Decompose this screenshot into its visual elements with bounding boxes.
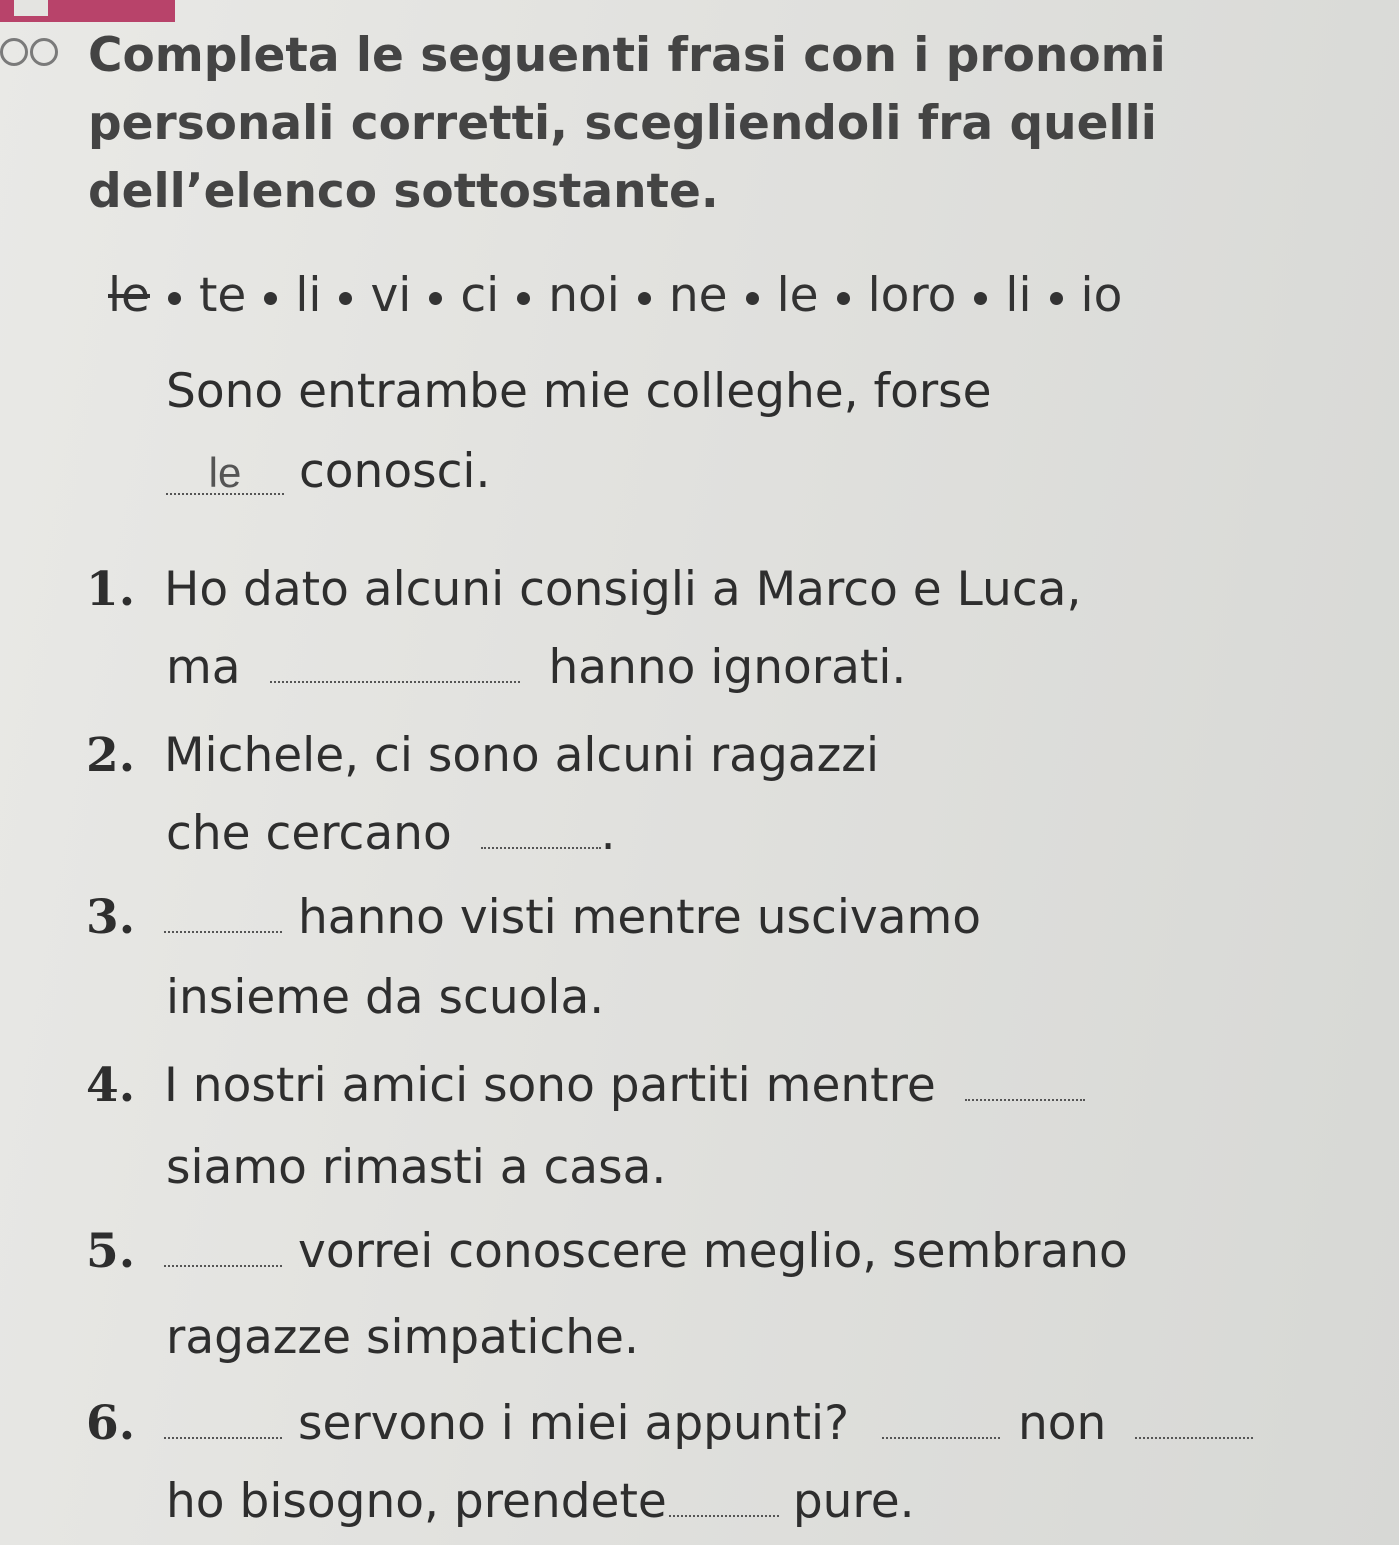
item-text: I nostri amici sono partiti mentre	[164, 1058, 936, 1113]
exercise-item	[86, 1058, 1085, 1113]
word-bank-item: li	[1005, 268, 1032, 323]
bullet-icon	[168, 292, 181, 305]
item-number: 2.	[86, 728, 136, 783]
exercise-item-line	[166, 1474, 915, 1529]
bullet-icon	[837, 292, 850, 305]
exercise-item	[86, 562, 1081, 617]
bullet-icon	[517, 292, 530, 305]
item-number: 6.	[86, 1396, 136, 1451]
item-text: ho bisogno, prendete	[166, 1474, 667, 1529]
answer-blank[interactable]	[481, 841, 601, 849]
bullet-icon	[974, 292, 987, 305]
word-bank-item: le	[776, 268, 819, 323]
item-text: vorrei conoscere meglio, sembrano	[298, 1224, 1128, 1279]
word-bank-item: ci	[460, 268, 500, 323]
difficulty-circle-icon	[0, 38, 28, 66]
word-bank	[108, 268, 1122, 323]
bullet-icon	[429, 292, 442, 305]
word-bank-item: te	[198, 268, 247, 323]
item-number: 3.	[86, 890, 136, 945]
word-bank-item: vi	[370, 268, 412, 323]
item-text: che cercano	[166, 806, 452, 861]
exercise-item-line: ragazze simpatiche.	[166, 1310, 639, 1365]
item-number: 4.	[86, 1058, 136, 1113]
item-text: non	[1017, 1396, 1107, 1451]
exercise-instruction: Completa le seguenti frasi con i pronomi personali corretti, scegliendoli fra quelli dell’elenco sottostante.	[88, 28, 1166, 219]
item-text: hanno ignorati.	[548, 640, 907, 695]
example-line	[166, 444, 490, 499]
item-text: hanno visti mentre uscivamo	[298, 890, 982, 945]
bullet-icon	[264, 292, 277, 305]
item-text: Ho dato alcuni consigli a Marco e Luca,	[164, 562, 1082, 617]
word-bank-item: le	[108, 268, 150, 323]
answer-blank[interactable]	[270, 675, 520, 683]
exercise-item	[86, 1396, 1253, 1451]
answer-blank[interactable]	[164, 925, 282, 933]
bullet-icon	[339, 292, 352, 305]
item-text: ma	[166, 640, 241, 695]
difficulty-indicator	[0, 38, 60, 70]
example-answer: le	[166, 453, 284, 495]
difficulty-circle-icon	[30, 38, 58, 66]
word-bank-item: io	[1080, 268, 1123, 323]
item-number: 1.	[86, 562, 136, 617]
answer-blank[interactable]	[1135, 1431, 1253, 1439]
answer-blank[interactable]	[965, 1093, 1085, 1101]
example-text: conosci.	[298, 444, 491, 499]
word-bank-item: noi	[548, 268, 620, 323]
answer-blank[interactable]	[164, 1259, 282, 1267]
exercise-item-line	[166, 806, 616, 861]
answer-blank[interactable]	[882, 1431, 1000, 1439]
exercise-item	[86, 1224, 1128, 1279]
item-text: .	[600, 806, 616, 861]
answer-blank[interactable]	[164, 1431, 282, 1439]
word-bank-item: li	[295, 268, 322, 323]
item-number: 5.	[86, 1224, 136, 1279]
exercise-item	[86, 728, 879, 783]
word-bank-item: ne	[668, 268, 728, 323]
bullet-icon	[638, 292, 651, 305]
bullet-icon	[746, 292, 759, 305]
item-text: pure.	[792, 1474, 915, 1529]
exercise-item-line: insieme da scuola.	[166, 970, 605, 1025]
exercise-item-line: siamo rimasti a casa.	[166, 1140, 667, 1195]
item-text: servono i miei appunti?	[298, 1396, 850, 1451]
corner-notch	[14, 0, 48, 16]
exercise-item-line	[166, 640, 906, 695]
example-line: Sono entrambe mie colleghe, forse	[166, 364, 992, 419]
exercise-item	[86, 890, 981, 945]
bullet-icon	[1050, 292, 1063, 305]
answer-blank[interactable]	[669, 1509, 779, 1517]
item-text: Michele, ci sono alcuni ragazzi	[164, 728, 880, 783]
word-bank-item: loro	[867, 268, 957, 323]
